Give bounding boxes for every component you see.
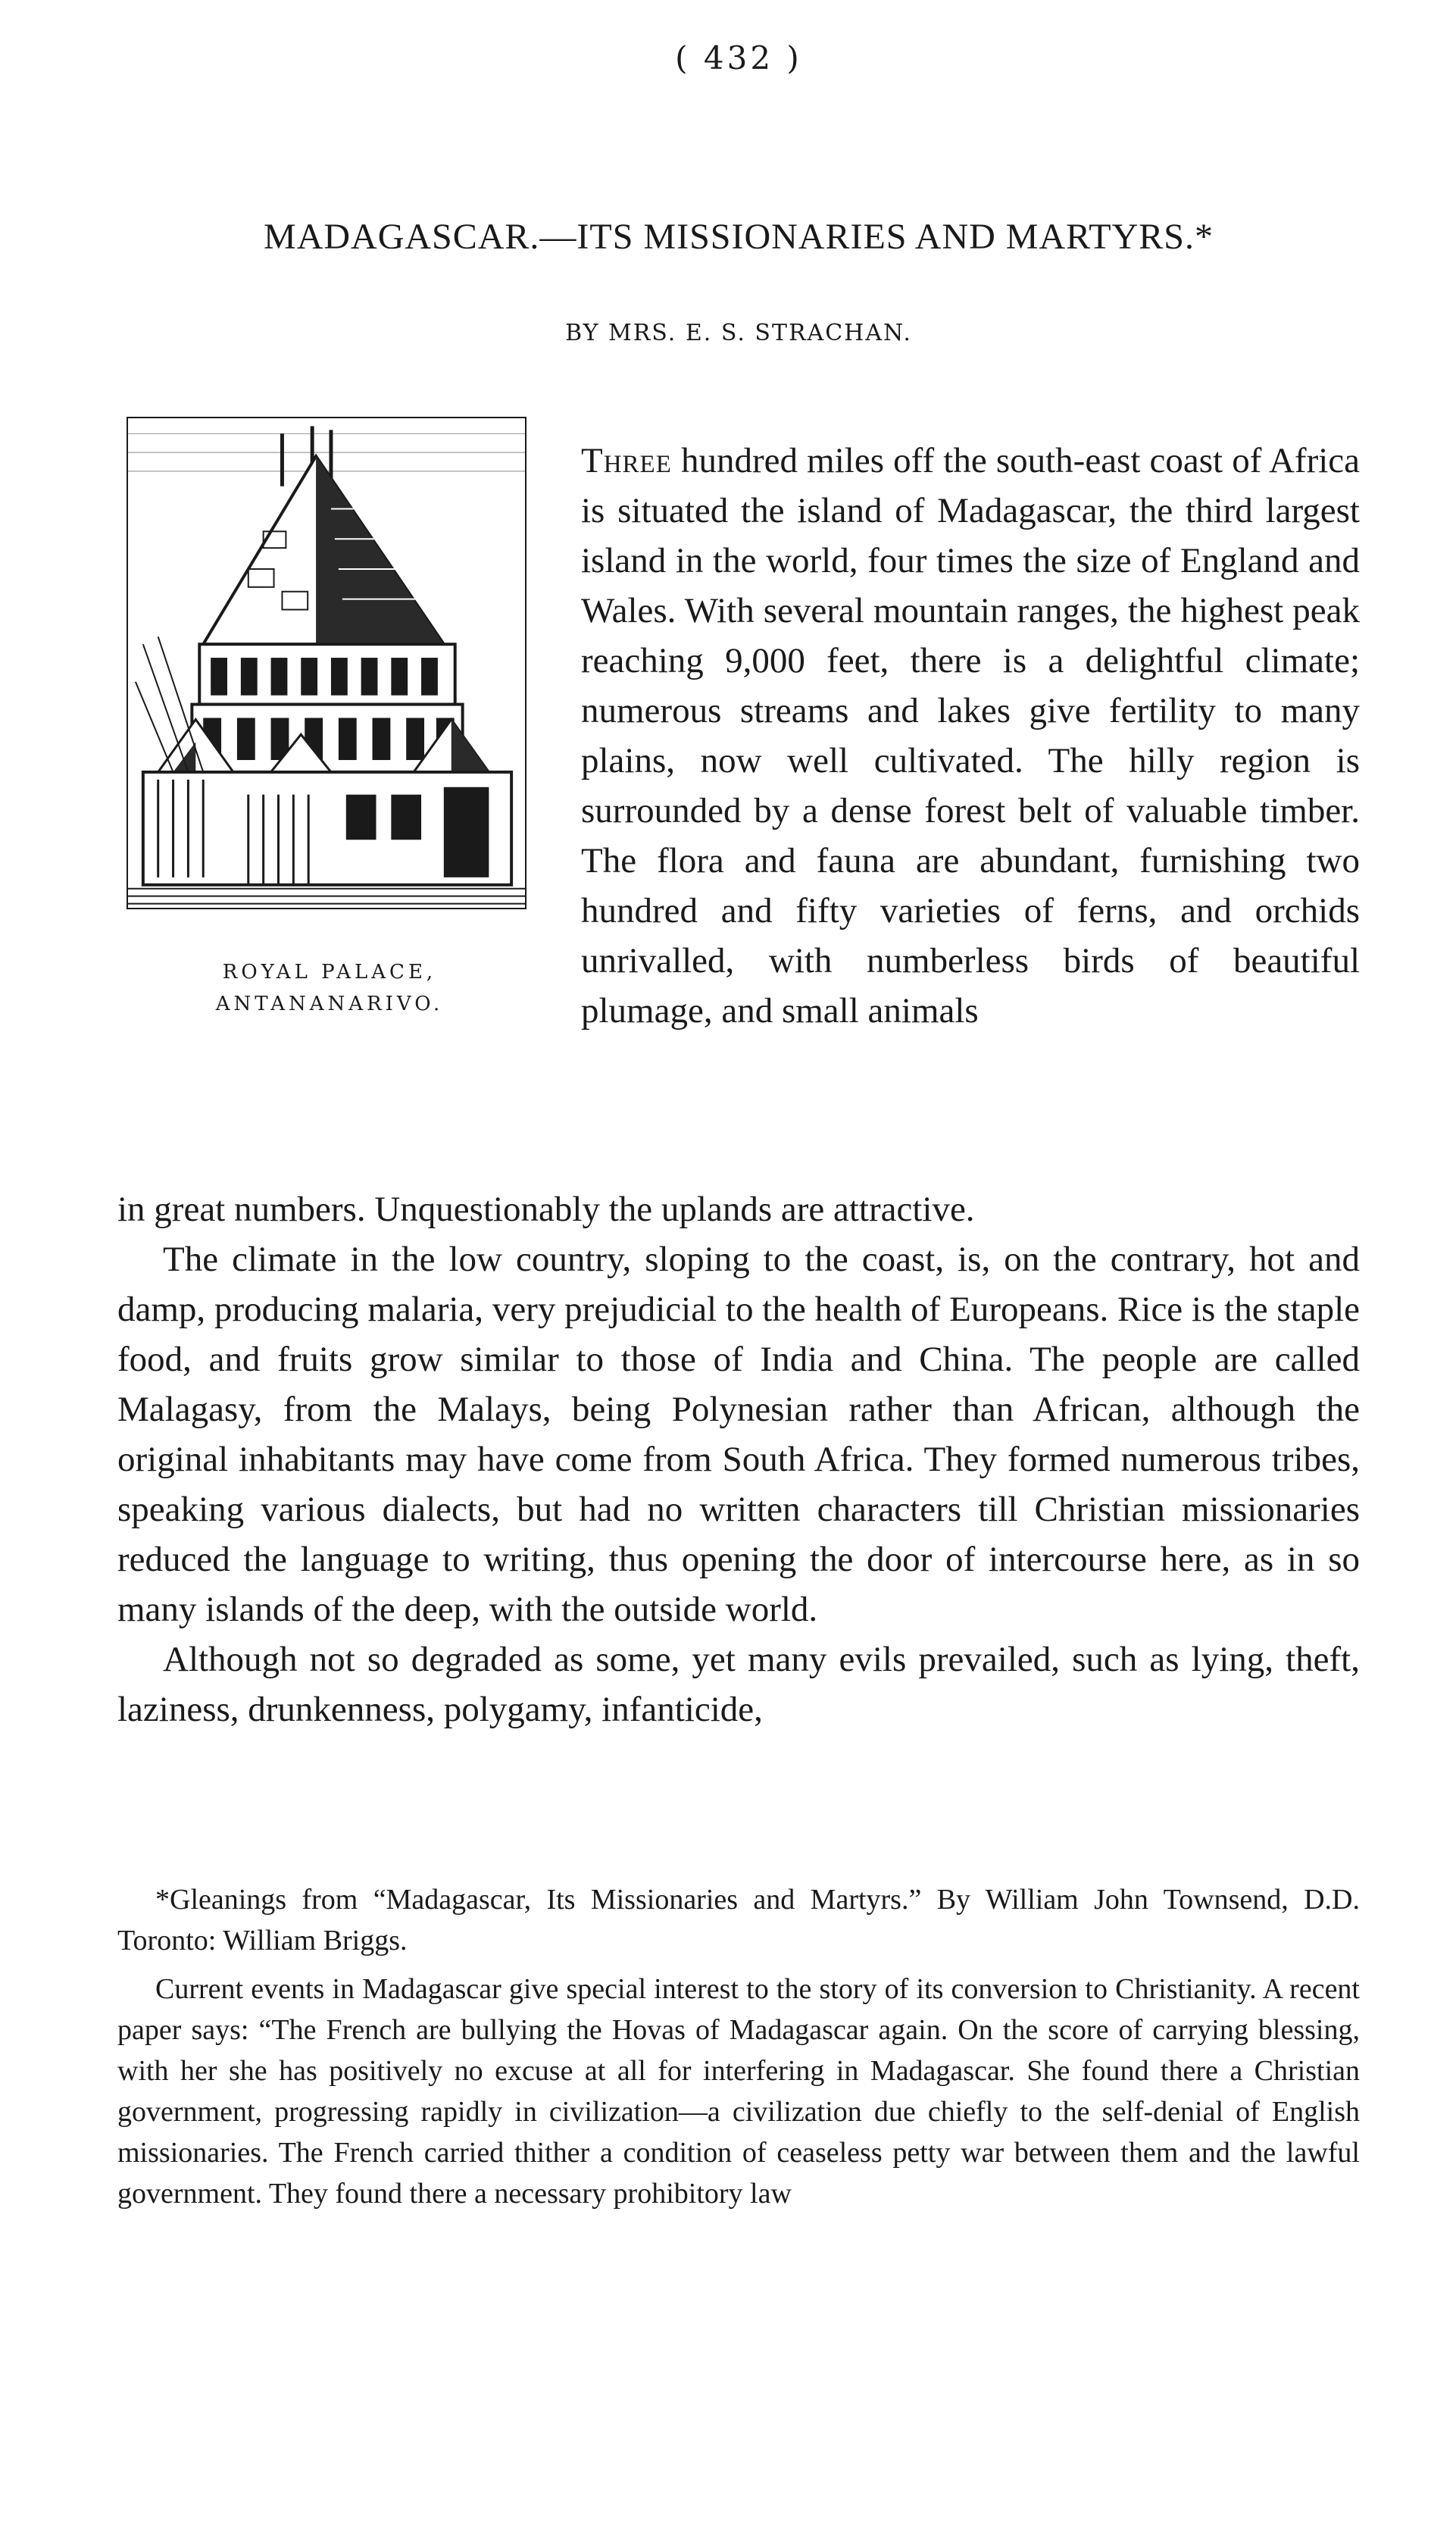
footnote-current-events: Current events in Madagascar give special interest to the story of its conversion to Christianity. A recent paper says: “The French are bullying the Hovas of Madagascar again. On the score of carrying blessing, with her she has positively no excuse at all for interfering in Madagascar. She found there a Christian government, progressing rapidly in civilization—a civilization due chiefly to the self-denial of English missionaries. The French carried thither a condition of ceaseless petty war between them and the lawful government. They found there a necessary prohibitory law [117,1973,1360,2210]
royal-palace-illustration [127,417,526,909]
document-page [117,30,1360,2485]
caption-line-2: ANTANANARIVO. [215,993,444,1015]
body-text [117,1184,1360,1734]
paragraph-evils: Although not so degraded as some, yet many evils prevailed, such as lying, theft, laziness, drunkenness, polygamy, infanticide, [117,1640,1360,1729]
intro-paragraph [581,436,1360,1036]
page-number: ( 432 ) [675,39,802,77]
royal-palace-engraving-icon [128,418,525,908]
paragraph-climate: The climate in the low country, sloping to the coast, is, on the contrary, hot and damp, producing malaria, very prejudicial to the health of Europeans. Rice is the staple food, and fruits grow similar to those of India and China. The people are called Malagasy, from the Malays, being Polynesian rather than African, although the original inhabitants may have come from South Africa. They formed numerous tribes, speaking various dialects, but had no written characters till Christian missionaries reduced the language to writing, thus opening the door of intercourse here, as in so many islands of the deep, with the outside world. [117,1240,1360,1629]
figure-caption [117,956,542,1020]
article-title: MADAGASCAR.—ITS MISSIONARIES AND MARTYRS.* [264,217,1214,257]
intro-continuation: in great numbers. Unquestionably the uplands are attractive. [117,1190,975,1229]
intro-text: hundred miles off the south-east coast of Africa is situated the island of Madagascar, the third largest island in the world, four times the size of England and Wales. With several mountain ranges, the highest peak reaching 9,000 feet, there is a delightful climate; numerous streams and lakes give fertility to many plains, now well cultivated. The hilly region is surrounded by a dense forest belt of valuable timber. The flora and fauna are abundant, furnishing two hundred and fifty varieties of ferns, and orchids unrivalled, with numberless birds of beautiful plumage, and small animals [581,441,1360,1031]
drop-lead-word: Three [581,441,672,480]
footnote-source: *Gleanings from “Madagascar, Its Missionaries and Martyrs.” By William John Townsend, D.D. Toronto: William Briggs. [117,1884,1360,1956]
article-byline: BY MRS. E. S. STRACHAN. [565,320,912,346]
footnotes [117,1879,1360,2222]
caption-line-1: ROYAL PALACE, [222,961,437,984]
